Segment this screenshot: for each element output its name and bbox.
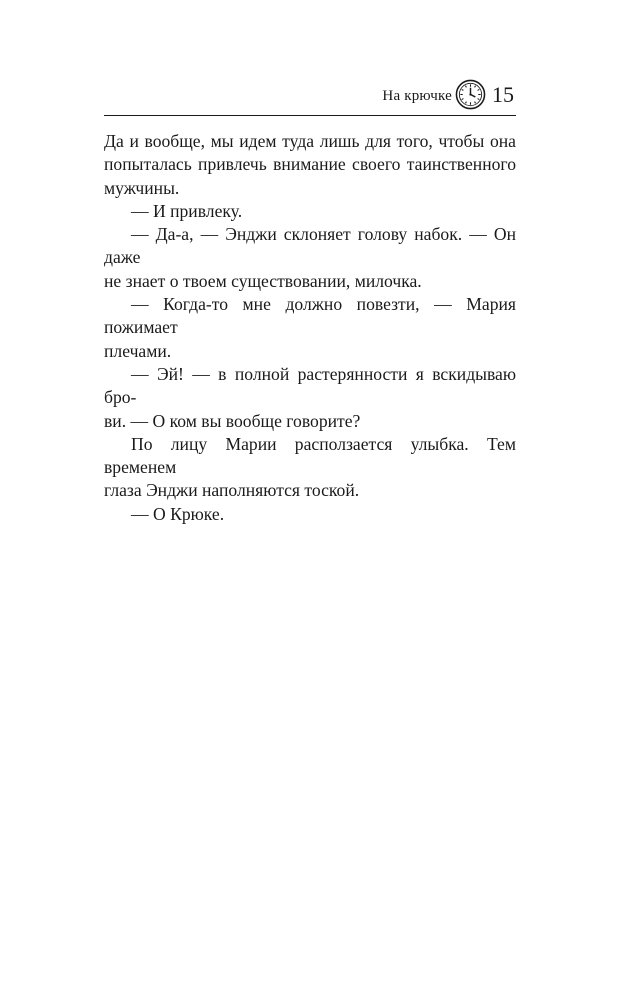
text-line: — Когда-то мне должно повезти, — Мария пожимает bbox=[104, 294, 516, 338]
text-line: — О Крюке. bbox=[131, 503, 225, 524]
text-line: мужчины. bbox=[104, 177, 180, 198]
text-line: По лицу Марии расползается улыбка. Тем временем bbox=[104, 433, 516, 478]
text-line: глаза Энджи наполняются тоской. bbox=[104, 480, 360, 501]
clock-icon bbox=[455, 79, 486, 110]
paragraph bbox=[104, 200, 516, 223]
paragraph bbox=[104, 503, 516, 526]
text-line: — Да-а, — Энджи склоняет голову набок. — Он даже bbox=[104, 224, 516, 268]
body-text bbox=[104, 130, 516, 526]
text-line: не знает о твоем существовании, милочка. bbox=[104, 270, 422, 291]
paragraph bbox=[104, 130, 516, 200]
paragraph bbox=[104, 433, 516, 503]
text-line: попыталась привлечь внимание своего таинственного bbox=[104, 154, 516, 175]
running-title: На крючке bbox=[382, 88, 452, 104]
text-line: — И привлеку. bbox=[131, 200, 243, 221]
text-line: — Эй! — в полной растерянности я вскидываю бро- bbox=[104, 363, 516, 408]
paragraph bbox=[104, 223, 516, 293]
text-line: Да и вообще, мы идем туда лишь для того, чтобы она bbox=[104, 131, 516, 151]
text-line: плечами. bbox=[104, 340, 172, 361]
running-head bbox=[104, 74, 516, 114]
paragraph bbox=[104, 293, 516, 363]
page-number: 15 bbox=[492, 82, 514, 107]
paragraph bbox=[104, 363, 516, 433]
header-rule bbox=[104, 115, 516, 116]
text-line: ви. — О ком вы вообще говорите? bbox=[104, 410, 361, 431]
